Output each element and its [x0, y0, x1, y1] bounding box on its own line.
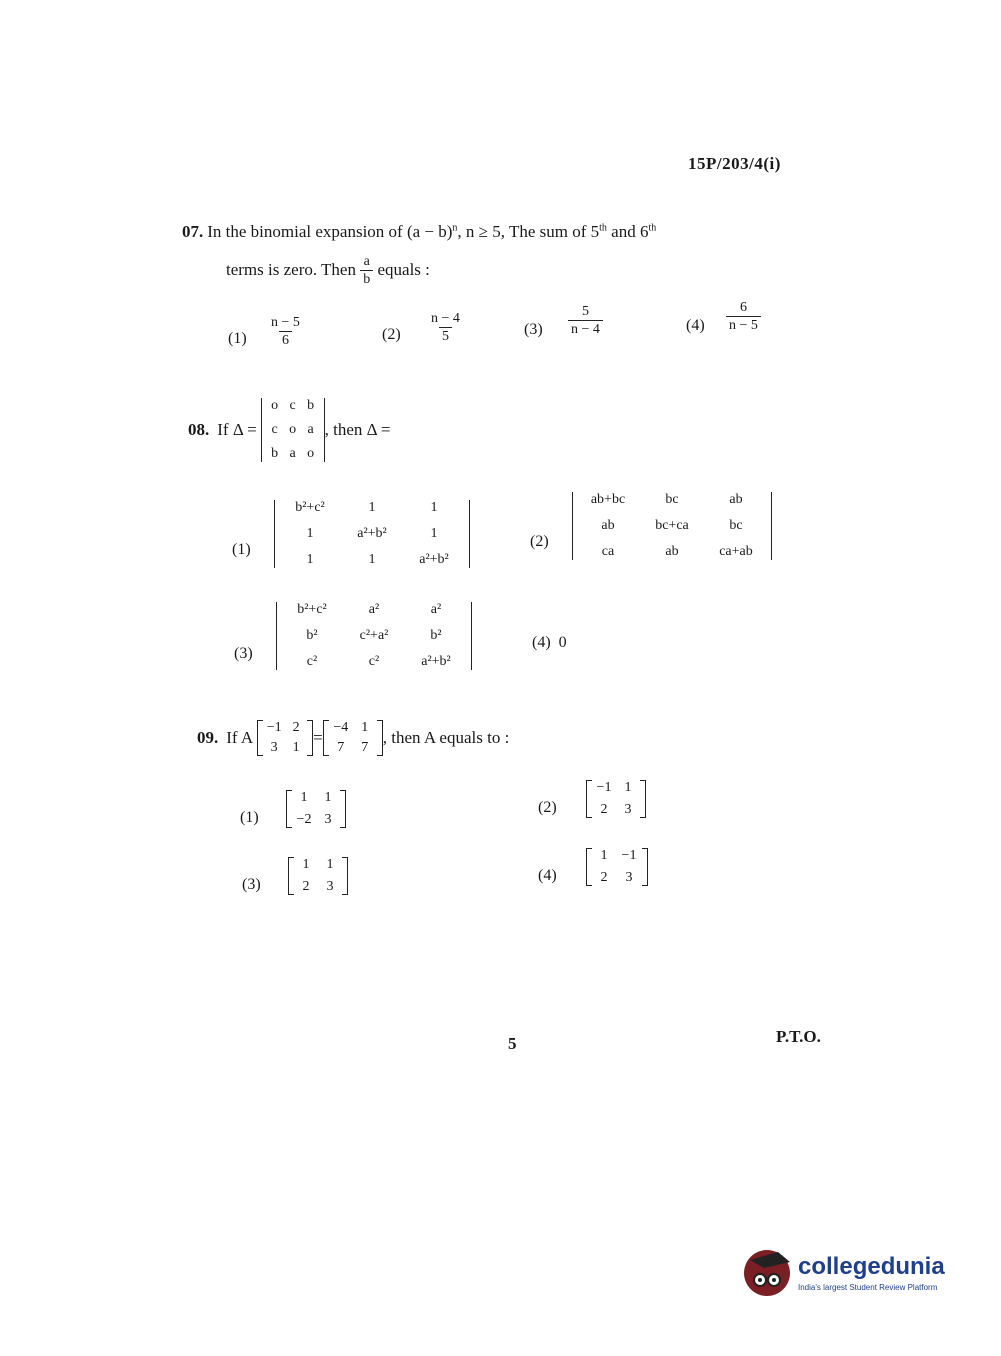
pto-label: P.T.O. [776, 1027, 821, 1046]
q08-option-3[interactable]: b²+c² a² a² b² c²+a² b² c² c² a²+b² [276, 600, 472, 670]
matrix-left: −1 2 3 1 [257, 720, 313, 756]
q08-option-1-label[interactable]: (1) [232, 541, 251, 558]
q07-option-3[interactable]: $\frac{5}{n - 4}$ [568, 304, 603, 338]
q09-option-2[interactable]: −1 1 2 3 [586, 778, 646, 818]
fraction-a-over-b: $\frac{a}{b}$ [360, 254, 373, 288]
question-07-line2: terms is zero. Then $\frac{a}{b}$ equals : [226, 254, 430, 288]
question-number: 07. [182, 222, 204, 241]
q07-option-2-label[interactable]: (2) [382, 326, 401, 343]
collegedunia-logo[interactable] [744, 1250, 945, 1296]
q08-option-3-label[interactable]: (3) [234, 645, 253, 662]
q07-option-2[interactable]: $\frac{n - 4}{5}$ [431, 311, 460, 345]
determinant-delta: o c b c o a b a o [261, 398, 325, 462]
q07-option-1-label[interactable]: (1) [228, 330, 247, 347]
q07-option-4-label[interactable]: (4) [686, 317, 705, 334]
q08-option-4[interactable]: (4) 0 [532, 634, 567, 651]
logo-name: collegedunia [798, 1252, 945, 1280]
q09-option-4[interactable]: 1 −1 2 3 [586, 846, 648, 886]
paper-code: 15P/203/4(i) [688, 154, 781, 173]
mascot-icon [744, 1250, 790, 1296]
logo-tagline: India's largest Student Review Platform [798, 1282, 938, 1292]
page-number: 5 [508, 1034, 517, 1053]
q09-option-1[interactable]: 1 1 −2 3 [286, 788, 346, 828]
question-09: 09. If A −1 2 3 1 = −4 1 7 7 , then A equals to : [197, 720, 510, 755]
q09-option-2-label[interactable]: (2) [538, 799, 557, 816]
q09-option-3-label[interactable]: (3) [242, 876, 261, 893]
q08-option-1[interactable]: b²+c² 1 1 1 a²+b² 1 1 1 a²+b² [274, 498, 470, 568]
q08-option-2-label[interactable]: (2) [530, 533, 549, 550]
question-number: 09. [197, 728, 219, 747]
matrix-right: −4 1 7 7 [323, 720, 383, 756]
q07-option-1[interactable]: $\frac{n - 5}{6}$ [271, 315, 300, 349]
question-07 [182, 222, 656, 242]
q07-option-4[interactable]: $\frac{6}{n - 5}$ [726, 300, 761, 334]
question-08: 08. If Δ = o c b c o a b a o , then Δ = [188, 398, 391, 461]
q09-option-4-label[interactable]: (4) [538, 867, 557, 884]
q07-option-3-label[interactable]: (3) [524, 321, 543, 338]
question-number: 08. [188, 420, 210, 439]
q08-option-2[interactable]: ab+bc bc ab ab bc+ca bc ca ab ca+ab [572, 490, 772, 560]
q09-option-3[interactable]: 1 1 2 3 [288, 855, 348, 895]
question-text: In the binomial expansion of $(a - b)^n$, n ≥ 5, The sum of 5th and 6th [207, 222, 657, 241]
q09-option-1-label[interactable]: (1) [240, 809, 259, 826]
